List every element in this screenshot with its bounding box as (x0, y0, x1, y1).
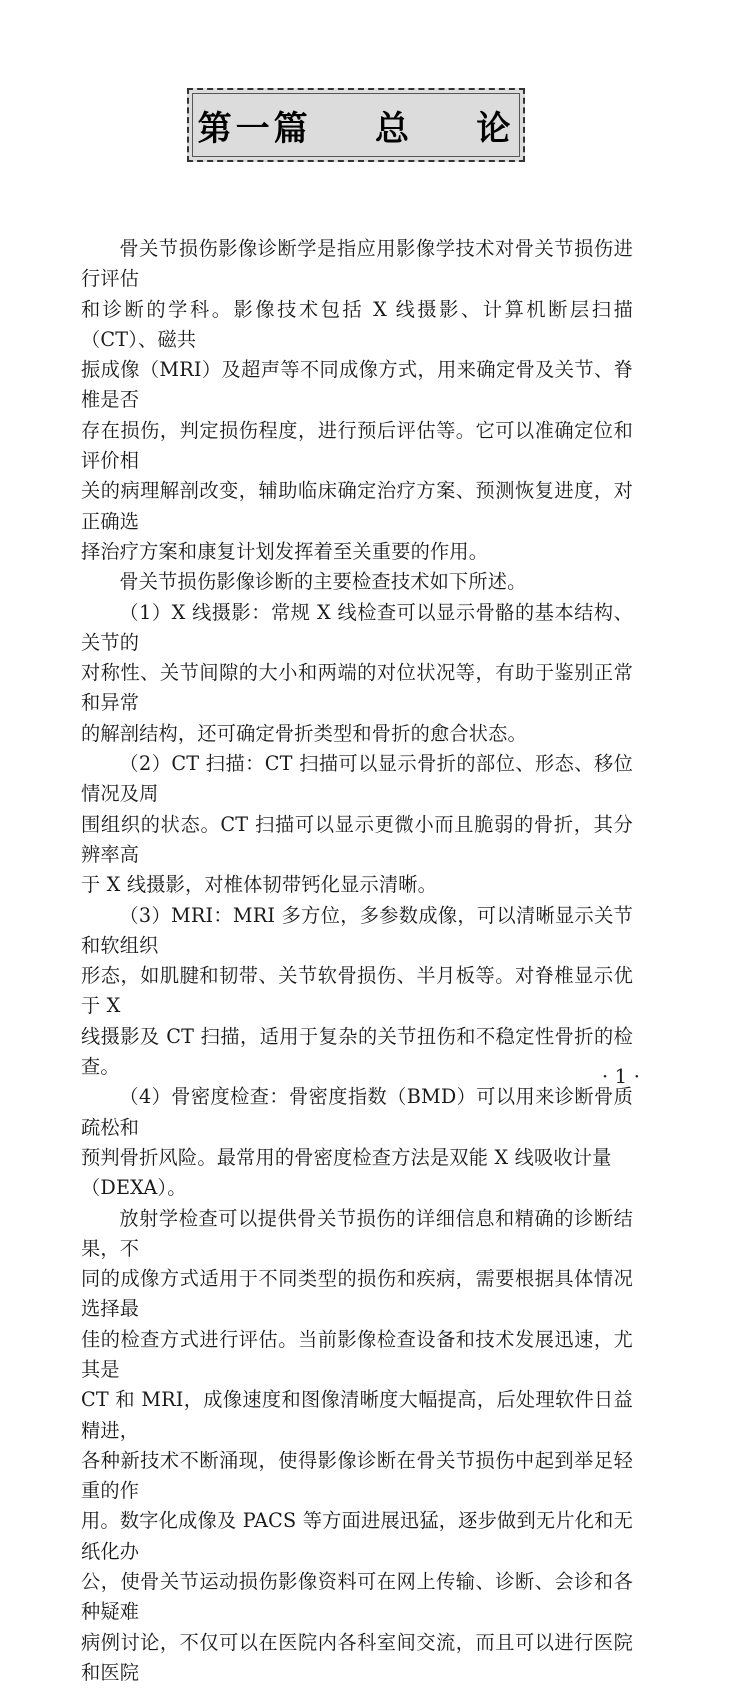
chapter-title-box (187, 88, 525, 162)
paragraph-techniques-lead: 骨关节损伤影像诊断的主要检查技术如下所述。 (81, 567, 633, 597)
body-text (81, 234, 633, 1688)
paragraph-intro: 骨关节损伤影像诊断学是指应用影像学技术对骨关节损伤进行评估 和诊断的学科。影像技术包括 X 线摄影、计算机断层扫描（CT）、磁共 振成像（MRI）及超声等不同成像方式，用来确定骨及关节、脊椎是否 存在损伤，判定损伤程度，进行预后评估等。它可以准确定位和评价相 关的病理解剖改变，辅助临床确定治疗方案、预测恢复进度，对正确选 择治疗方案和康复计划发挥着至关重要的作用。 (81, 234, 633, 567)
paragraph-bone-density: （4）骨密度检查：骨密度指数（BMD）可以用来诊断骨质疏松和 预判骨折风险。最常用的骨密度检查方法是双能 X 线吸收计量 （DEXA）。 (81, 1082, 633, 1203)
paragraph-mri: （3）MRI：MRI 多方位，多参数成像，可以清晰显示关节和软组织 形态，如肌腱和韧带、关节软骨损伤、半月板等。对脊椎显示优于 X 线摄影及 CT 扫描，适用于复杂的关节扭伤和不稳定性骨折的检查。 (81, 901, 633, 1083)
page-number: · 1 · (602, 1064, 640, 1088)
paragraph-ct: （2）CT 扫描：CT 扫描可以显示骨折的部位、形态、移位情况及周 围组织的状态。CT 扫描可以显示更微小而且脆弱的骨折，其分辨率高 于 X 线摄影，对椎体韧带钙化显示清晰。 (81, 749, 633, 900)
paragraph-xray: （1）X 线摄影：常规 X 线检查可以显示骨骼的基本结构、关节的 对称性、关节间隙的大小和两端的对位状况等，有助于鉴别正常和异常 的解剖结构，还可确定骨折类型和骨折的愈合状态。 (81, 598, 633, 749)
chapter-title: 第一篇 总 论 (198, 101, 515, 150)
paragraph-radiology: 放射学检查可以提供骨关节损伤的详细信息和精确的诊断结果，不 同的成像方式适用于不同类型的损伤和疾病，需要根据具体情况选择最 佳的检查方式进行评估。当前影像检查设备和技术发展迅速，尤其是 CT 和 MRI，成像速度和图像清晰度大幅提高，后处理软件日益精进， 各种新技术不断涌现，使得影像诊断在骨关节损伤中起到举足轻重的作 用。数字化成像及 PACS 等方面进展迅猛，逐步做到无片化和无纸化办 公，使骨关节运动损伤影像资料可在网上传输、诊断、会诊和各种疑难 病例讨论，不仅可以在医院内各科室间交流，而且可以进行医院和医院 (81, 1204, 633, 1688)
